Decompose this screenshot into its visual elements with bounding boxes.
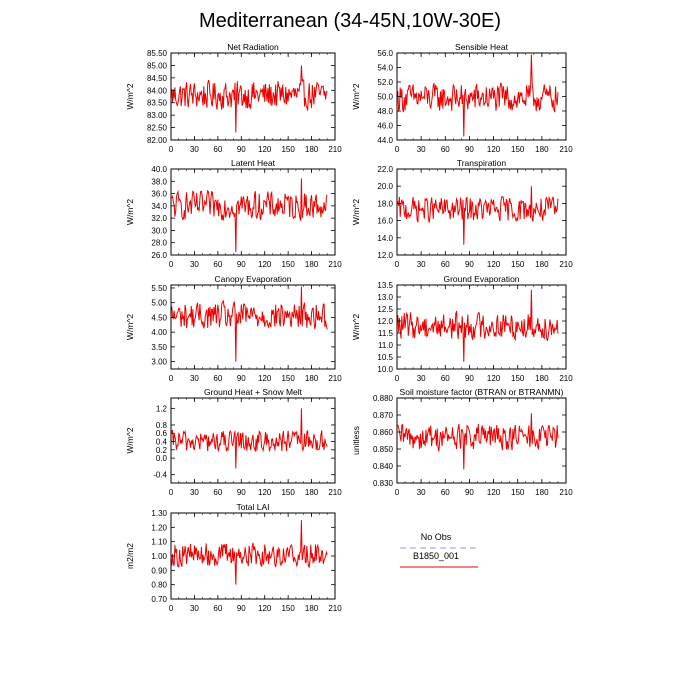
y-tick-label: 0.4: [155, 437, 167, 447]
y-axis-label: m2/m2: [125, 543, 135, 569]
x-tick-label: 60: [213, 260, 223, 269]
x-tick-label: 60: [440, 488, 450, 497]
y-tick-label: 0.8: [155, 420, 167, 430]
x-tick-label: 30: [189, 374, 199, 383]
panel-netrad: [125, 42, 342, 154]
panel-title: Ground Heat + Snow Melt: [203, 387, 303, 397]
y-tick-label: 4.00: [151, 328, 167, 338]
x-tick-label: 30: [189, 488, 199, 497]
x-tick-label: 120: [486, 145, 501, 154]
y-tick-label: 0.830: [372, 479, 393, 488]
x-tick-label: 120: [486, 488, 501, 497]
x-tick-label: 180: [535, 145, 549, 154]
x-tick-label: 180: [535, 260, 549, 269]
legend-label: No Obs: [420, 532, 452, 542]
x-tick-label: 30: [416, 260, 426, 269]
y-tick-label: 46.0: [377, 121, 393, 131]
y-tick-label: 12.5: [377, 305, 393, 314]
x-tick-label: 90: [464, 488, 474, 497]
panel-title: Transpiration: [456, 158, 507, 168]
x-tick-label: 0: [168, 374, 174, 383]
x-tick-label: 90: [464, 374, 474, 383]
y-tick-label: 3.00: [151, 357, 167, 367]
panel-canopy: [125, 274, 342, 383]
y-tick-label: 0.870: [372, 411, 393, 420]
y-tick-label: 18.0: [377, 199, 393, 209]
y-tick-label: 0.80: [151, 580, 167, 590]
y-tick-label: 1.00: [151, 552, 167, 561]
x-tick-label: 90: [236, 604, 246, 613]
x-tick-label: 60: [213, 604, 223, 613]
y-axis-label: W/m^2: [125, 313, 135, 341]
y-tick-label: 0.90: [151, 566, 167, 576]
x-tick-label: 60: [440, 260, 450, 269]
x-tick-label: 0: [394, 260, 400, 269]
y-tick-label: 44.0: [377, 136, 393, 145]
panel-title: Ground Evaporation: [443, 274, 520, 284]
x-tick-label: 60: [440, 374, 450, 383]
x-tick-label: 0: [394, 374, 400, 383]
x-tick-label: 90: [236, 488, 246, 497]
y-tick-label: 12.0: [377, 251, 393, 260]
y-tick-label: 12.0: [377, 317, 393, 326]
figure-title: Mediterranean (34-45N,10W-30E): [198, 10, 502, 32]
x-tick-label: 180: [304, 604, 319, 613]
y-tick-label: 84.50: [146, 73, 167, 83]
y-tick-label: 13.0: [377, 293, 393, 302]
y-tick-label: 83.50: [146, 98, 167, 108]
panel-latent: [125, 158, 342, 269]
y-tick-label: 11.0: [378, 341, 393, 350]
x-tick-label: 30: [189, 145, 199, 154]
y-tick-label: 38.0: [151, 177, 167, 187]
x-tick-label: 210: [328, 488, 342, 497]
y-tick-label: 54.0: [377, 63, 393, 73]
y-tick-label: 0.880: [372, 394, 393, 403]
y-tick-label: 52.0: [377, 78, 393, 87]
panel-title: Total LAI: [236, 502, 270, 512]
x-tick-label: 0: [168, 260, 174, 269]
y-tick-label: 0.850: [372, 445, 393, 454]
series-line-b1850-001: [398, 54, 558, 136]
x-tick-label: 180: [304, 145, 319, 154]
legend: [400, 532, 478, 567]
y-tick-label: 32.0: [151, 214, 167, 224]
y-tick-label: 14.0: [377, 233, 393, 243]
x-tick-label: 0: [168, 488, 174, 497]
x-tick-label: 150: [281, 260, 295, 269]
y-tick-label: 83.00: [146, 111, 167, 121]
x-tick-label: 210: [559, 488, 573, 497]
y-tick-label: 1.20: [151, 523, 167, 533]
x-tick-label: 150: [511, 260, 525, 269]
y-tick-label: 40.0: [151, 165, 167, 174]
x-tick-label: 60: [213, 374, 223, 383]
x-tick-label: 120: [258, 145, 272, 154]
x-tick-label: 180: [535, 488, 549, 497]
series-line-b1850-001: [398, 186, 558, 244]
x-tick-label: 90: [464, 260, 474, 269]
series-line-b1850-001: [172, 65, 327, 132]
x-tick-label: 210: [328, 604, 342, 613]
y-tick-label: 82.50: [146, 123, 167, 133]
series-line-b1850-001: [172, 178, 327, 252]
panel-title: Soil moisture factor (BTRAN or BTRANMN): [399, 387, 564, 397]
x-tick-label: 90: [236, 260, 246, 269]
x-tick-label: 120: [258, 488, 272, 497]
x-tick-label: 30: [416, 488, 426, 497]
x-tick-label: 90: [236, 374, 246, 383]
y-tick-label: 1.30: [151, 509, 167, 518]
y-tick-label: 0.6: [155, 429, 167, 439]
panel-transp: [351, 158, 573, 269]
x-tick-label: 120: [258, 260, 272, 269]
panel-title: Latent Heat: [231, 158, 275, 168]
x-tick-label: 120: [486, 374, 501, 383]
y-tick-label: 28.0: [151, 238, 167, 248]
y-tick-label: 0.70: [151, 595, 167, 604]
series-line-b1850-001: [172, 286, 327, 361]
y-tick-label: 10.0: [377, 365, 393, 374]
panel-sensible: [351, 42, 573, 154]
x-tick-label: 180: [535, 374, 549, 383]
x-tick-label: 150: [511, 374, 525, 383]
x-tick-label: 90: [464, 145, 474, 154]
series-line-b1850-001: [398, 413, 558, 469]
x-tick-label: 0: [168, 604, 174, 613]
y-tick-label: 22.0: [377, 165, 393, 174]
panels: [125, 42, 573, 613]
x-tick-label: 60: [440, 145, 450, 154]
y-axis-label: W/m^2: [125, 427, 135, 454]
x-tick-label: 210: [328, 145, 342, 154]
x-tick-label: 30: [189, 604, 199, 613]
y-tick-label: 0.2: [155, 445, 167, 455]
y-tick-label: 48.0: [377, 107, 393, 116]
panel-btran: [351, 387, 573, 497]
x-tick-label: 60: [213, 145, 223, 154]
x-tick-label: 210: [559, 145, 573, 154]
legend-label: B1850_001: [412, 551, 460, 561]
panel-title: Sensible Heat: [455, 42, 508, 52]
series-line-b1850-001: [172, 408, 327, 468]
x-tick-label: 30: [416, 145, 426, 154]
y-tick-label: 4.50: [151, 313, 167, 323]
x-tick-label: 210: [328, 374, 342, 383]
x-tick-label: 150: [281, 488, 295, 497]
y-tick-label: 1.2: [155, 404, 167, 414]
x-tick-label: 30: [416, 374, 426, 383]
y-axis-label: unitless: [351, 426, 361, 455]
x-tick-label: 90: [236, 145, 246, 154]
y-tick-label: 0.0: [155, 454, 167, 464]
y-axis-label: W/m^2: [351, 83, 361, 110]
x-tick-label: 210: [559, 374, 573, 383]
x-tick-label: 180: [304, 260, 319, 269]
y-tick-label: 50.0: [377, 92, 393, 102]
panel-groundheat: [125, 387, 342, 497]
y-tick-label: 0.840: [372, 462, 393, 471]
y-tick-label: 20.0: [377, 182, 393, 192]
y-tick-label: 1.10: [151, 537, 167, 547]
x-tick-label: 150: [281, 374, 295, 383]
panel-lai: [125, 502, 342, 613]
y-axis-label: W/m^2: [351, 313, 361, 341]
plot-frame: [171, 285, 335, 369]
y-tick-label: 10.5: [377, 353, 393, 362]
y-tick-label: 11.5: [378, 329, 393, 338]
x-tick-label: 150: [281, 145, 295, 154]
x-tick-label: 150: [511, 145, 525, 154]
y-tick-label: 0.860: [372, 428, 393, 437]
x-tick-label: 0: [168, 145, 174, 154]
y-tick-label: 82.00: [146, 136, 167, 145]
y-axis-label: W/m^2: [125, 198, 135, 226]
y-tick-label: 34.0: [151, 201, 167, 211]
x-tick-label: 180: [304, 374, 319, 383]
x-tick-label: 30: [189, 260, 199, 269]
x-tick-label: 120: [258, 374, 272, 383]
y-axis-label: W/m^2: [351, 198, 361, 226]
y-tick-label: 56.0: [377, 49, 393, 58]
y-tick-label: 5.50: [151, 283, 167, 293]
x-tick-label: 60: [213, 488, 223, 497]
y-tick-label: 16.0: [377, 216, 393, 226]
series-line-b1850-001: [172, 520, 327, 585]
y-tick-label: 85.50: [146, 49, 167, 58]
y-tick-label: 36.0: [151, 189, 167, 199]
x-tick-label: 150: [511, 488, 525, 497]
panel-title: Canopy Evaporation: [214, 274, 292, 284]
y-tick-label: -0.4: [153, 470, 167, 480]
y-tick-label: 13.5: [377, 281, 393, 290]
x-tick-label: 120: [486, 260, 501, 269]
y-tick-label: 5.00: [151, 298, 167, 308]
y-tick-label: 26.0: [151, 251, 167, 260]
y-axis-label: W/m^2: [125, 83, 135, 110]
x-tick-label: 210: [559, 260, 573, 269]
x-tick-label: 210: [328, 260, 342, 269]
x-tick-label: 120: [258, 604, 272, 613]
panel-groundevap: [351, 274, 573, 383]
y-tick-label: 30.0: [151, 226, 167, 236]
y-tick-label: 84.00: [146, 86, 167, 96]
x-tick-label: 0: [394, 488, 400, 497]
x-tick-label: 180: [304, 488, 319, 497]
panel-title: Net Radiation: [227, 42, 279, 52]
y-tick-label: 3.50: [151, 342, 167, 352]
x-tick-label: 150: [281, 604, 295, 613]
series-line-b1850-001: [398, 290, 558, 362]
y-tick-label: 85.00: [146, 61, 167, 71]
x-tick-label: 0: [394, 145, 400, 154]
